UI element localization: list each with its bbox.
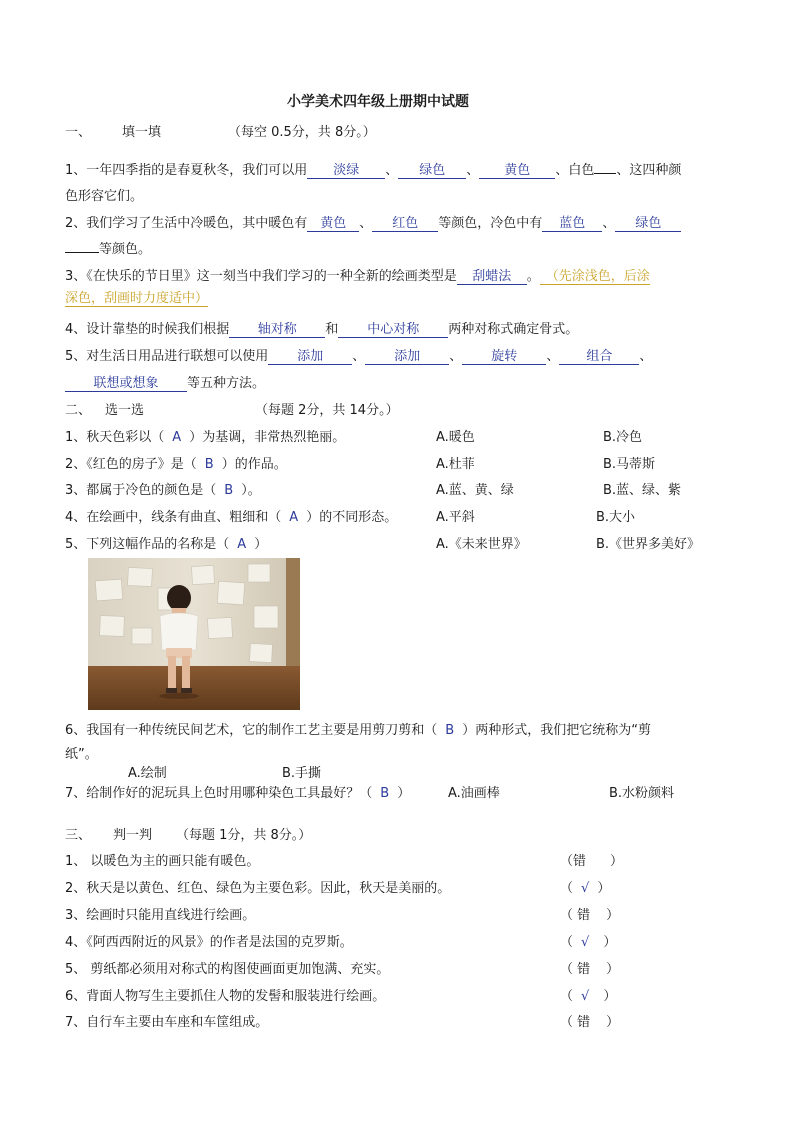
blank-answer: 联想或想象 (65, 376, 187, 392)
blank-answer: 蓝色 (542, 216, 602, 232)
section-2-score: （每题 2分，共 14分。） (255, 403, 399, 418)
s3-answer-3: （ 错 ） (560, 908, 620, 923)
s3-answer-7: （ 错 ） (560, 1015, 620, 1030)
s3-answer-4: （ √ ） (560, 935, 617, 950)
option-a: A.杜菲 (436, 457, 475, 472)
blank-answer: 刮蜡法 (457, 269, 527, 285)
section-2-name: 选一选 (105, 403, 145, 418)
s1-q5-line2: 联想或想象 等五种方法。 (65, 372, 265, 392)
option-b: B.蓝、绿、紫 (603, 483, 682, 498)
answer-letter: B (445, 723, 455, 738)
s2-q6-line2: 纸”。 (65, 747, 98, 762)
hint-note: （先涂浅色，后涂 (540, 269, 650, 285)
section-1-score: （每空 0.5分，共 8分。） (228, 125, 376, 140)
option-a: A.《未来世界》 (436, 537, 527, 552)
option-a: A.油画棒 (448, 786, 500, 801)
s3-item-4: 4、《阿西西附近的风景》的作者是法国的克罗斯。 (65, 935, 353, 950)
answer-letter: A (237, 537, 247, 552)
s3-answer-2: （ √ ） (560, 881, 611, 896)
option-b: B.《世界多美好》 (596, 537, 701, 552)
option-b: B.冷色 (603, 430, 643, 445)
section-3-number: 三、 (65, 828, 92, 843)
s1-q2-line2: 等颜色。 (65, 238, 151, 257)
hint-note: 深色，刮画时力度适中） (65, 291, 209, 306)
s3-item-1: 1、 以暖色为主的画只能有暖色。 (65, 854, 260, 869)
s3-answer-5: （ 错 ） (560, 962, 620, 977)
s2-q1: 1、秋天色彩以（ A ）为基调，非常热烈艳丽。 (65, 430, 346, 445)
answer-letter: A (172, 430, 182, 445)
s3-item-7: 7、自行车主要由车座和车筐组成。 (65, 1015, 269, 1030)
s3-answer-6: （ √ ） (560, 989, 617, 1004)
option-b: B.水粉颜料 (609, 786, 675, 801)
s1-q5-line1: 5、对生活日用品进行联想可以使用 添加 、 添加 、 旋转 、 组合 、 (65, 349, 653, 364)
option-a: A.平斜 (436, 510, 475, 525)
option-a: A.暖色 (436, 430, 475, 445)
check-mark: √ (581, 935, 590, 950)
blank-answer: 轴对称 (229, 322, 325, 338)
answer-letter: B (224, 483, 234, 498)
check-mark: √ (581, 881, 590, 896)
s1-q4: 4、设计靠垫的时候我们根据 轴对称 和 中心对称 两种对称式确定骨式。 (65, 322, 579, 337)
blank-answer: 黄色 (479, 163, 555, 179)
blank-answer: 中心对称 (338, 322, 448, 338)
section-3-name: 判一判 (113, 828, 153, 843)
blank-answer: 旋转 (462, 349, 546, 365)
blank-answer: 红色 (372, 216, 438, 232)
s1-q3-line2 (65, 291, 208, 307)
blank-answer: 淡绿 (307, 163, 385, 179)
s3-item-3: 3、绘画时只能用直线进行绘画。 (65, 908, 256, 923)
s1-q2-line1: 2、我们学习了生活中冷暖色，其中暖色有 黄色 、 红色 等颜色，冷色中有 蓝色 、 绿色 (65, 212, 681, 232)
s1-q1-line2: 色形容它们。 (65, 189, 144, 204)
s2-q3: 3、都属于冷色的颜色是（ B ）。 (65, 483, 261, 498)
blank-empty (594, 173, 616, 174)
option-b: B.大小 (596, 510, 636, 525)
s2-q6-line1: 6、我国有一种传统民间艺术，它的制作工艺主要是用剪刀剪和（ B ）两种形式，我们把它统称为“剪 (65, 723, 651, 738)
page-title: 小学美术四年级上册期中试题 (287, 94, 469, 110)
blank-answer: 绿色 (398, 163, 466, 179)
s2-q7: 7、给制作好的泥玩具上色时用哪种染色工具最好？（ B ） (65, 786, 411, 801)
option-a: A.绘制 (128, 766, 167, 781)
blank-answer: 组合 (559, 349, 639, 365)
check-mark: √ (581, 989, 590, 1004)
blank-empty (65, 252, 99, 253)
s3-item-2: 2、秋天是以黄色、红色、绿色为主要色彩。因此，秋天是美丽的。 (65, 881, 451, 896)
blank-answer: 绿色 (615, 216, 681, 232)
blank-answer: 添加 (365, 349, 449, 365)
artwork-image (88, 558, 300, 710)
s1-q1-line1: 1、一年四季指的是春夏秋冬，我们可以用 淡绿 、 绿色 、 黄色 、白色 、这四种颜 (65, 163, 682, 178)
section-1-number: 一、 (65, 125, 92, 140)
s1-q3-line1: 3、《在快乐的节日里》这一刻当中我们学习的一种全新的绘画类型是 刮蜡法 。 （先涂浅色，后涂 (65, 269, 650, 284)
answer-letter: B (204, 457, 214, 472)
blank-answer: 黄色 (307, 216, 359, 232)
s2-q2: 2、《红色的房子》是（ B ）的作品。 (65, 457, 287, 472)
option-a: A.蓝、黄、绿 (436, 483, 514, 498)
section-1-name: 填一填 (122, 125, 162, 140)
option-b: B.马蒂斯 (603, 457, 656, 472)
answer-letter: A (289, 510, 299, 525)
blank-answer: 添加 (268, 349, 352, 365)
s3-item-5: 5、 剪纸都必须用对称式的构图使画面更加饱满、充实。 (65, 962, 390, 977)
s2-q4: 4、在绘画中，线条有曲直、粗细和（ A ）的不同形态。 (65, 510, 398, 525)
s2-q5: 5、下列这幅作品的名称是（ A ） (65, 537, 268, 552)
section-2-number: 二、 (65, 403, 92, 418)
s3-item-6: 6、背面人物写生主要抓住人物的发髻和服装进行绘画。 (65, 989, 386, 1004)
answer-letter: B (380, 786, 390, 801)
s3-answer-1: （错 ） (560, 854, 624, 869)
option-b: B.手撕 (282, 766, 322, 781)
section-3-score: （每题 1分，共 8分。） (176, 828, 312, 843)
